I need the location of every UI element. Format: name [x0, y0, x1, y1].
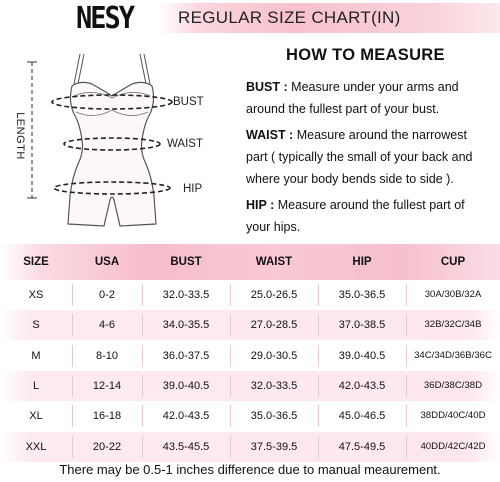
column-divider	[318, 436, 319, 458]
column-divider	[72, 375, 73, 397]
hip-text: Measure around the fullest part of your hips.	[246, 198, 465, 234]
length-label: LENGTH	[13, 112, 26, 160]
cell-hip: 42.0-43.5	[338, 379, 386, 392]
cell-usa: 8-10	[95, 349, 119, 362]
header-size: SIZE	[23, 256, 49, 268]
header-hip: HIP	[352, 256, 372, 268]
column-divider	[142, 345, 143, 367]
title-band	[158, 3, 500, 33]
table-row	[0, 280, 500, 310]
header-bust: BUST	[170, 256, 202, 268]
cell-cup: 30A/30B/32A	[424, 289, 482, 300]
cell-usa: 12-14	[92, 379, 122, 392]
waist-term: WAIST :	[246, 128, 294, 142]
cell-bust: 42.0-43.5	[162, 410, 210, 423]
header-waist: WAIST	[255, 256, 293, 268]
cell-size: XL	[29, 410, 43, 423]
hip-label: HIP	[183, 183, 203, 195]
cell-usa: 16-18	[92, 410, 122, 423]
cell-hip: 47.5-49.5	[338, 440, 386, 453]
cell-bust: 36.0-37.5	[162, 349, 210, 362]
brand-logo: NESY	[76, 1, 134, 36]
column-divider	[318, 314, 319, 336]
column-divider	[142, 284, 143, 306]
cell-waist: 29.0-30.5	[250, 349, 298, 362]
cell-size: XXL	[25, 440, 47, 453]
cell-waist: 35.0-36.5	[250, 410, 298, 423]
cell-bust: 32.0-33.5	[162, 289, 210, 301]
cell-cup: 36D/38C/38D	[423, 379, 483, 391]
waist-text: Measure around the narrowest part ( typically the small of your back and where your body bends side to side ).	[246, 128, 473, 186]
cell-size: L	[32, 379, 40, 392]
column-divider	[72, 284, 73, 306]
column-divider	[318, 375, 319, 397]
hip-term: HIP :	[246, 198, 275, 212]
table-row	[0, 401, 500, 431]
bodysuit-figure	[10, 40, 230, 240]
cell-bust: 34.0-35.5	[162, 319, 210, 332]
column-divider	[230, 345, 231, 367]
column-divider	[406, 375, 407, 397]
column-divider	[72, 405, 73, 427]
waist-label: WAIST	[167, 138, 203, 150]
footnote: There may be 0.5-1 inches difference due to manual meaurement.	[59, 462, 441, 477]
column-divider	[318, 284, 319, 306]
header	[0, 0, 500, 38]
chart-title: REGULAR SIZE CHART(IN)	[178, 8, 401, 27]
column-divider	[230, 284, 231, 306]
column-divider	[318, 405, 319, 427]
cell-waist: 32.0-33.5	[250, 379, 298, 392]
table-row	[0, 432, 500, 462]
column-divider	[142, 314, 143, 336]
cell-hip: 37.0-38.5	[338, 319, 386, 332]
cell-hip: 39.0-40.5	[338, 349, 386, 362]
cell-usa: 4-6	[99, 319, 115, 332]
cell-usa: 20-22	[92, 440, 122, 453]
column-divider	[230, 436, 231, 458]
column-divider	[72, 314, 73, 336]
cell-cup: 34C/34D/36B/36C	[414, 349, 492, 361]
column-divider	[406, 314, 407, 336]
cell-cup: 40DD/42C/42D	[420, 440, 486, 452]
table-header	[0, 244, 500, 280]
column-divider	[72, 436, 73, 458]
header-cup: CUP	[440, 256, 466, 268]
cell-size: M	[31, 349, 41, 362]
column-divider	[142, 436, 143, 458]
cell-hip: 35.0-36.5	[338, 289, 386, 301]
cell-waist: 27.0-28.5	[250, 319, 298, 332]
cell-cup: 38DD/40C/40D	[420, 410, 486, 422]
hip-instruction	[246, 194, 482, 238]
column-divider	[318, 345, 319, 367]
column-divider	[406, 345, 407, 367]
table-row	[0, 341, 500, 371]
column-divider	[406, 405, 407, 427]
how-to-measure-title: HOW TO MEASURE	[286, 46, 445, 64]
cell-cup: 32B/32C/34B	[424, 319, 482, 331]
waist-instruction	[246, 124, 482, 190]
bust-text: Measure under your arms and around the fullest part of your bust.	[246, 80, 459, 116]
column-divider	[142, 375, 143, 397]
table-row	[0, 310, 500, 340]
column-divider	[72, 345, 73, 367]
table-row	[0, 371, 500, 401]
column-divider	[406, 284, 407, 306]
column-divider	[230, 314, 231, 336]
column-divider	[230, 375, 231, 397]
bust-label: BUST	[173, 96, 204, 108]
cell-size: XS	[28, 289, 44, 301]
column-divider	[142, 405, 143, 427]
bust-instruction	[246, 76, 482, 120]
cell-size: S	[32, 319, 40, 332]
cell-hip: 45.0-46.5	[338, 410, 386, 423]
cell-bust: 39.0-40.5	[162, 379, 210, 392]
header-usa: USA	[94, 256, 120, 268]
column-divider	[230, 405, 231, 427]
cell-waist: 37.5-39.5	[250, 440, 298, 453]
column-divider	[406, 436, 407, 458]
cell-waist: 25.0-26.5	[250, 289, 298, 301]
cell-bust: 43.5-45.5	[162, 440, 210, 453]
bust-term: BUST :	[246, 80, 288, 94]
cell-usa: 0-2	[99, 289, 115, 301]
